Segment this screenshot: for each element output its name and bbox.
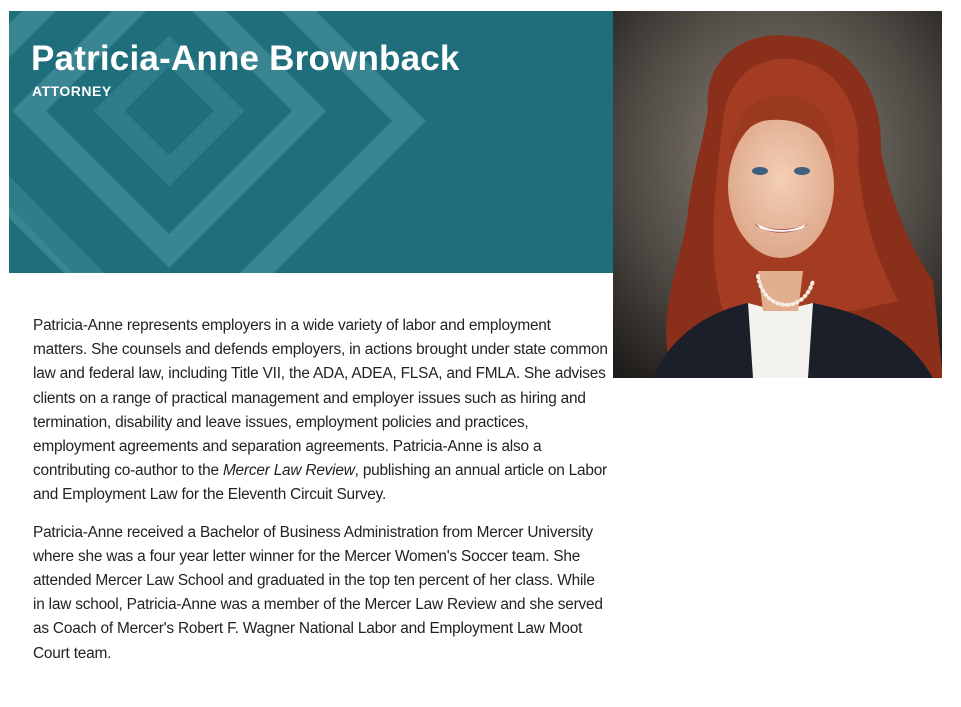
attorney-portrait: [613, 11, 942, 378]
biography: [33, 314, 608, 679]
bio-paragraph-1: Patricia-Anne represents employers in a wide variety of labor and employment matters. She counsels and defends employers, in actions brought under state common law and federal law, including Title VII, the ADA, ADEA, FLSA, and FMLA. She advises clients on a range of practical management and employer issues such as hiring and termination, disability and leave issues, employment policies and practices, employment agreements and separation agreements. Patricia-Anne is also a contributing co-author to the Mercer Law Review, publishing an annual article on Labor and Employment Law for the Eleventh Circuit Survey.: [33, 317, 608, 504]
bio-paragraph-2: Patricia-Anne received a Bachelor of Business Administration from Mercer University where she was a four year letter winner for the Mercer Women's Soccer team. She attended Mercer Law School and graduated in the top ten percent of her class. While in law school, Patricia-Anne was a member of the Mercer Law Review and she served as Coach of Mercer's Robert F. Wagner National Labor and Employment Law Moot Court team.: [33, 523, 603, 662]
attorney-name: Patricia-Anne Brownback: [31, 39, 460, 78]
attorney-title: ATTORNEY: [32, 83, 112, 99]
header-banner: [9, 11, 613, 273]
portrait-photo: [613, 11, 942, 378]
publication-title: Mercer Law Review: [222, 462, 355, 480]
